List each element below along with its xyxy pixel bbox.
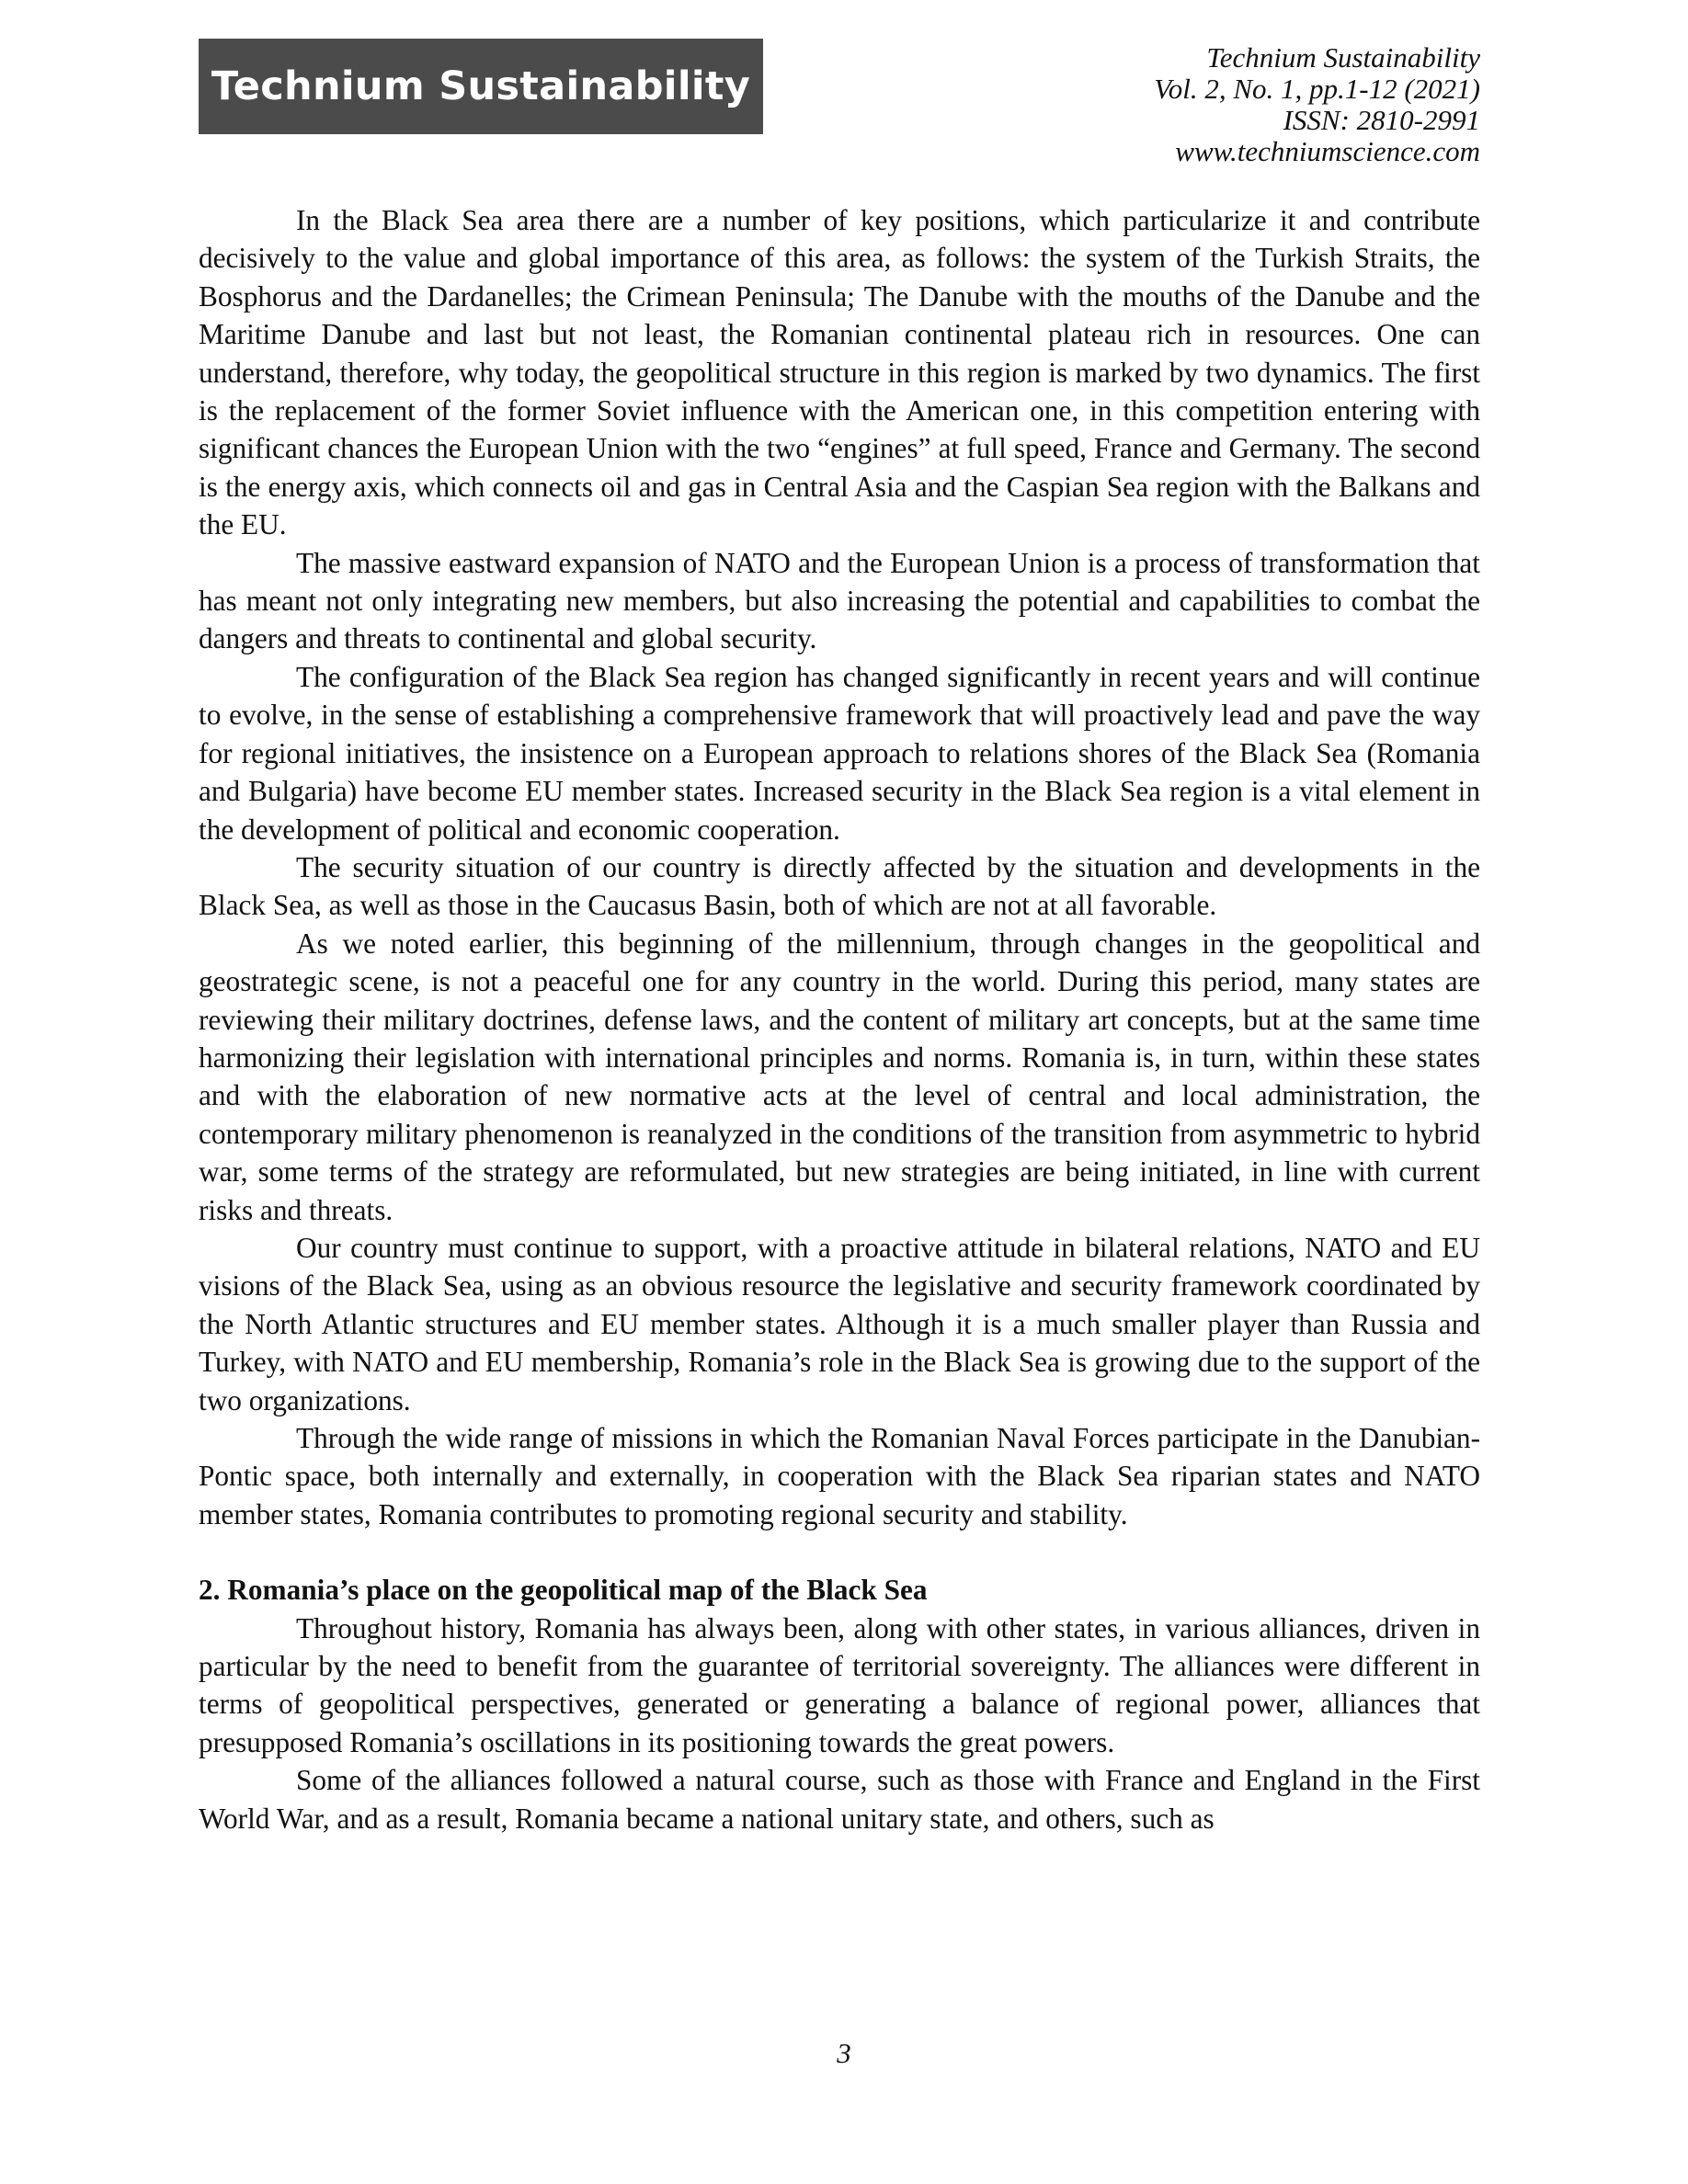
article-body [199, 201, 1480, 1837]
body-paragraph: Our country must continue to support, with a proactive attitude in bilateral relations, NATO and EU visions of the Black Sea, using as an obvious resource the legislative and security framework coordinated by the North Atlantic structures and EU member states. Although it is a much smaller player than Russia and Turkey, with NATO and EU membership, Romania’s role in the Black Sea is growing due to the support of the two organizations. [199, 1231, 1480, 1416]
body-paragraph: Some of the alliances followed a natural course, such as those with France and England in the First World War, and as a result, Romania became a national unitary state, and others, such as [199, 1764, 1480, 1835]
body-paragraph: In the Black Sea area there are a number of key positions, which particularize it and contribute decisively to the value and global importance of this area, as follows: the system of the Turkish Straits, the Bosphorus and the Dardanelles; the Crimean Peninsula; The Danube with the mouths of the Danube and the Maritime Danube and last but not least, the Romanian continental plateau rich in resources. One can understand, therefore, why today, the geopolitical structure in this region is marked by two dynamics. The first is the replacement of the former Soviet influence with the American one, in this competition entering with significant chances the European Union with the two “engines” at full speed, France and Germany. The second is the energy axis, which connects oil and gas in Central Asia and the Caspian Sea region with the Balkans and the EU. [199, 204, 1480, 541]
body-paragraph: The massive eastward expansion of NATO and the European Union is a process of transformation that has meant not only integrating new members, but also increasing the potential and capabilities to combat the dangers and threats to continental and global security. [199, 546, 1480, 655]
body-paragraph: Throughout history, Romania has always been, along with other states, in various alliances, driven in particular by the need to benefit from the guarantee of territorial sovereignty. The alliances were different in terms of geopolitical perspectives, generated or generating a balance of regional power, alliances that presupposed Romania’s oscillations in its positioning towards the great powers. [199, 1611, 1480, 1758]
body-paragraph: Through the wide range of missions in which the Romanian Naval Forces participate in the Danubian-Pontic space, both internally and externally, in cooperation with the Black Sea riparian states and NATO member states, Romania contributes to promoting regional security and stability. [199, 1422, 1480, 1530]
journal-website[interactable]: www.techniumscience.com [1175, 135, 1480, 167]
body-paragraph: As we noted earlier, this beginning of the millennium, through changes in the geopolitical and geostrategic scene, is not a peaceful one for any country in the world. During this period, many states are reviewing their military doctrines, defense laws, and the content of military art concepts, but at the same time harmonizing their legislation with international principles and norms. Romania is, in turn, within these states and with the elaboration of new normative acts at the level of central and local administration, the contemporary military phenomenon is reanalyzed in the conditions of the transition from asymmetric to hybrid war, some terms of the strategy are reformulated, but new strategies are being initiated, in line with current risks and threats. [199, 927, 1480, 1226]
section-heading: 2. Romania’s place on the geopolitical map of the Black Sea [199, 1574, 928, 1607]
body-paragraph: The configuration of the Black Sea region has changed significantly in recent years and will continue to evolve, in the sense of establishing a comprehensive framework that will proactively lead and pave the way for regional initiatives, the insistence on a European approach to relations shores of the Black Sea (Romania and Bulgaria) have become EU member states. Increased security in the Black Sea region is a vital element in the development of political and economic cooperation. [199, 660, 1480, 846]
page-number: 3 [837, 2037, 851, 2069]
body-paragraph: The security situation of our country is directly affected by the situation and developments in the Black Sea, as well as those in the Caucasus Basin, both of which are not at all favorable. [199, 850, 1480, 922]
journal-header-info [1154, 42, 1480, 167]
journal-issn: ISSN: 2810-2991 [1283, 104, 1480, 136]
journal-name: Technium Sustainability [1206, 41, 1480, 74]
journal-logo: Technium Sustainability [199, 39, 763, 134]
journal-volume: Vol. 2, No. 1, pp.1-12 (2021) [1154, 73, 1480, 105]
